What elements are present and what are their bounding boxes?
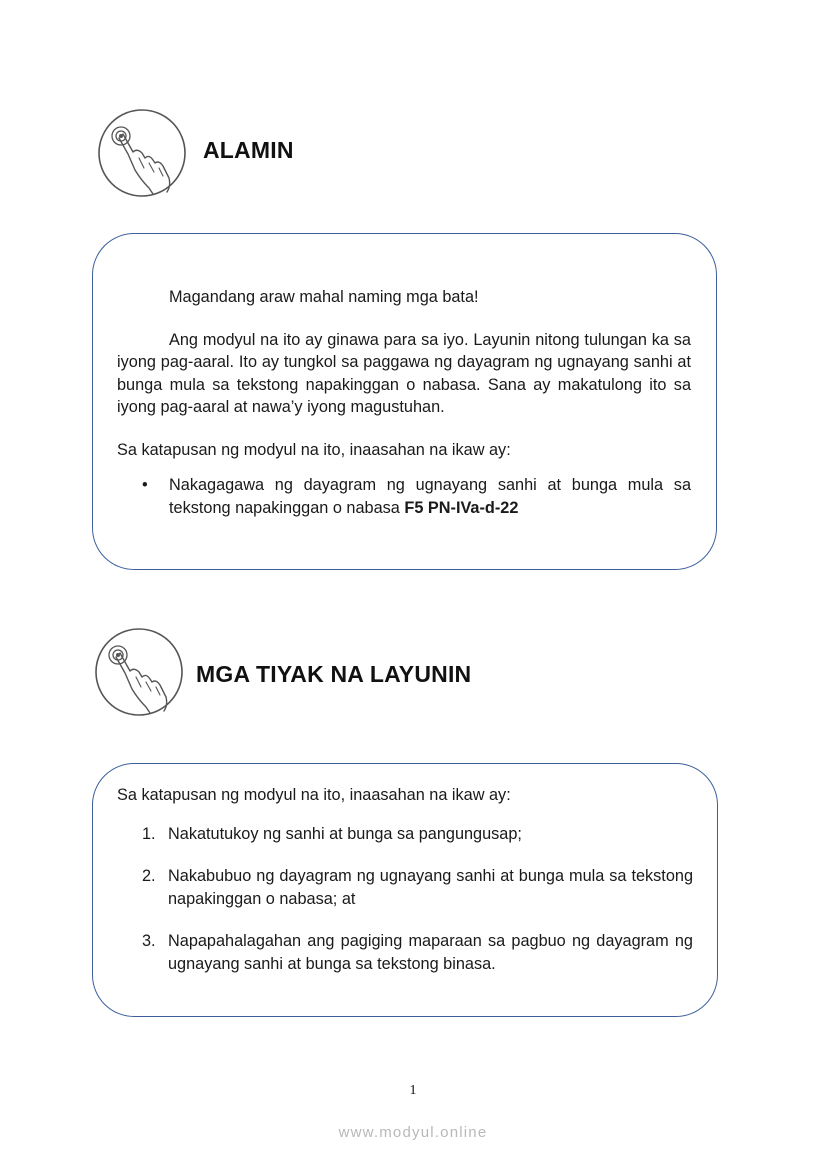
greeting-text: Magandang araw mahal naming mga bata!	[169, 288, 479, 306]
bullet-body: Nakagagawa ng dayagram ng ugnayang sanhi at bunga mula sa tekstong napakinggan o nabasa	[169, 476, 691, 517]
bullet-text	[169, 474, 691, 519]
page-number: 1	[409, 1083, 417, 1098]
section-title-layunin: MGA TIYAK NA LAYUNIN	[196, 661, 472, 687]
lead-text: Sa katapusan ng modyul na ito, inaasahan na ikaw ay:	[117, 786, 511, 804]
item-text: Nakabubuo ng dayagram ng ugnayang sanhi at bunga mula sa tekstong napakinggan o nabasa; at	[168, 867, 693, 908]
tap-hand-icon	[97, 108, 187, 198]
objective-bullet	[117, 474, 691, 519]
intro-paragraph: Ang modyul na ito ay ginawa para sa iyo. Layunin nitong tulungan ka sa iyong pag-aaral. Ito ay tungkol sa paggawa ng dayagram ng ugnayang sanhi at bunga mula sa tekstong napakinggan o nabasa. Sana ay makatulong ito sa iyong pag-aaral at nawa’y iyong magustuhan.	[117, 330, 691, 416]
bullet-dot: •	[142, 476, 148, 494]
expectation-text: Sa katapusan ng modyul na ito, inaasahan na ikaw ay:	[117, 440, 511, 459]
item-number: 2.	[142, 867, 156, 885]
watermark: www.modyul.online	[338, 1124, 488, 1141]
item-text: Nakatutukoy ng sanhi at bunga sa pangungusap;	[168, 824, 522, 843]
objective-item	[117, 823, 693, 846]
objective-item	[117, 865, 693, 910]
item-text: Napapahalagahan ang pagiging maparaan sa pagbuo ng dayagram ng ugnayang sanhi at bunga sa tekstong binasa.	[168, 932, 693, 973]
tap-hand-icon	[94, 627, 184, 717]
layunin-content-box	[92, 763, 718, 1017]
objective-item	[117, 930, 693, 975]
competency-code: F5 PN-IVa-d-22	[404, 498, 519, 517]
item-number: 1.	[142, 824, 156, 843]
item-number: 3.	[142, 932, 156, 950]
section-title-alamin: ALAMIN	[203, 137, 294, 163]
alamin-content-box	[92, 233, 717, 570]
